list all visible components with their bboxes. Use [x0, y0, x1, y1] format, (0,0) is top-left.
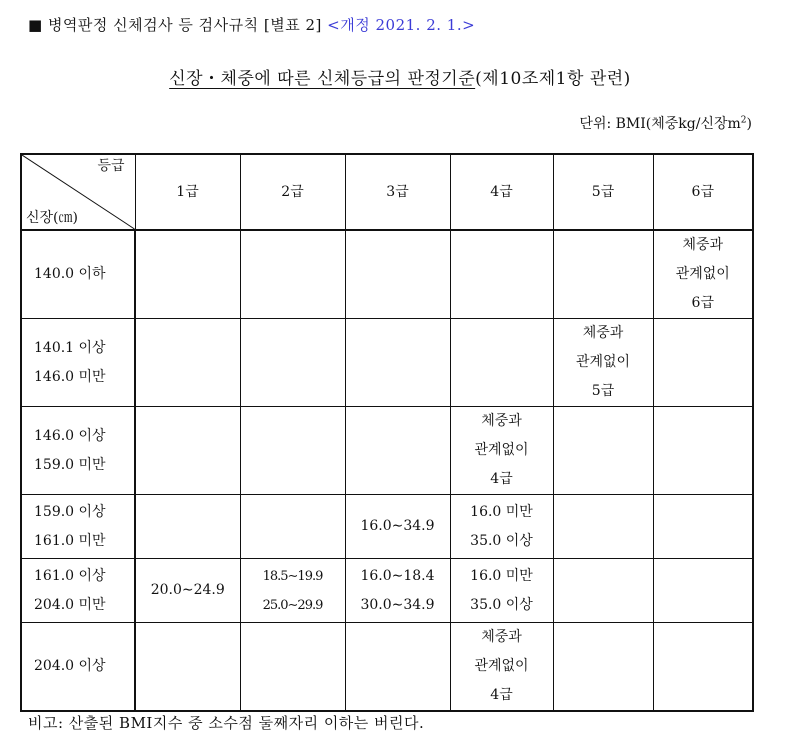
height-range-cell [21, 230, 135, 319]
corner-label-height: 신장(㎝) [26, 210, 78, 226]
height-range-cell [21, 623, 135, 712]
bmi-cell-line: 5급 [591, 383, 615, 399]
bmi-cell-line: 관계없이 [474, 658, 529, 674]
bmi-cell [450, 319, 553, 407]
height-range-line: 161.0 미만 [34, 532, 106, 549]
bmi-cell [240, 230, 345, 319]
table-row [21, 559, 753, 623]
bmi-cell [450, 559, 553, 623]
bmi-cell [653, 319, 753, 407]
bmi-cell [240, 407, 345, 495]
bmi-cell [135, 319, 240, 407]
bmi-cell-line: 관계없이 [474, 442, 529, 458]
bmi-cell [240, 495, 345, 559]
height-range-cell [21, 407, 135, 495]
bmi-cell [135, 559, 240, 623]
bmi-cell [450, 407, 553, 495]
table-row [21, 407, 753, 495]
bmi-cell-line: 관계없이 [575, 354, 631, 370]
grade-header: 4급 [450, 154, 553, 230]
bmi-cell-line: 30.0∼34.9 [360, 596, 435, 613]
bmi-cell [345, 319, 450, 407]
grade-header: 5급 [553, 154, 653, 230]
bmi-cell [240, 319, 345, 407]
height-range-cell [21, 559, 135, 623]
amendment-date: <개정 2021. 2. 1.> [327, 16, 476, 34]
bmi-cell-line: 관계없이 [675, 266, 730, 282]
title-main: 신장・체중에 따른 신체등급의 판정기준 [169, 69, 476, 89]
grade-header: 6급 [653, 154, 753, 230]
grade-header: 2급 [240, 154, 345, 230]
unit-text: 단위: BMI(체중kg/신장m [579, 116, 741, 132]
bmi-cell [345, 407, 450, 495]
bmi-cell [553, 230, 653, 319]
bmi-cell [345, 623, 450, 712]
bmi-cell [653, 623, 753, 712]
bmi-cell [450, 623, 553, 712]
unit-close: ) [746, 116, 752, 132]
table-corner-cell [21, 154, 135, 230]
footnote: 비고: 산출된 BMI지수 중 소수점 둘째자리 이하는 버린다. [28, 714, 425, 732]
height-range-line: 204.0 이상 [34, 658, 106, 674]
bmi-cell-line: 16.0∼34.9 [360, 518, 435, 534]
height-range-line: 204.0 미만 [34, 596, 106, 613]
bmi-cell [135, 407, 240, 495]
table-row [21, 495, 753, 559]
bmi-cell-line: 16.0 미만 [470, 503, 533, 520]
bmi-cell [653, 559, 753, 623]
height-range-line: 161.0 이상 [34, 567, 106, 584]
unit-label [579, 113, 752, 133]
bmi-cell [240, 623, 345, 712]
bmi-cell [345, 230, 450, 319]
bmi-cell-line: 25.0∼29.9 [262, 597, 323, 613]
title-suffix: (제10조제1항 관련) [475, 69, 631, 89]
bmi-cell [345, 559, 450, 623]
bmi-cell-line: 35.0 이상 [470, 596, 533, 613]
bmi-cell-line: 6급 [691, 295, 714, 311]
bmi-cell-line: 20.0∼24.9 [150, 582, 225, 598]
bmi-cell-line: 체중과 [481, 629, 522, 645]
unit-exponent: 2 [740, 115, 747, 126]
bmi-cell [345, 495, 450, 559]
bmi-cell [553, 319, 653, 407]
height-range-line: 140.0 이하 [34, 266, 106, 282]
grade-table [20, 153, 754, 712]
table-body [21, 230, 753, 711]
bmi-cell [553, 407, 653, 495]
bmi-cell [553, 495, 653, 559]
height-range-line: 159.0 미만 [34, 456, 106, 473]
grade-header: 1급 [135, 154, 240, 230]
table-row [21, 230, 753, 319]
bmi-cell [240, 559, 345, 623]
bmi-cell-line: 체중과 [582, 325, 624, 341]
height-range-line: 146.0 이상 [34, 427, 106, 444]
page-title [0, 64, 800, 89]
corner-label-grade: 등급 [97, 158, 125, 174]
bmi-cell [653, 407, 753, 495]
bmi-cell-line: 35.0 이상 [470, 532, 533, 549]
height-range-line: 159.0 이상 [34, 503, 106, 520]
bmi-cell [653, 230, 753, 319]
bmi-cell [653, 495, 753, 559]
bmi-cell-line: 16.0∼18.4 [360, 567, 435, 584]
height-range-line: 146.0 미만 [34, 368, 106, 385]
table-row [21, 319, 753, 407]
height-range-cell [21, 495, 135, 559]
bmi-cell [135, 623, 240, 712]
bmi-cell [553, 559, 653, 623]
bmi-cell-line: 16.0 미만 [470, 567, 533, 584]
bmi-cell [135, 230, 240, 319]
rule-reference [28, 14, 475, 35]
bmi-cell-line: 18.5∼19.9 [262, 568, 323, 584]
height-range-line: 140.1 이상 [34, 339, 106, 356]
rule-title: ■ 병역판정 신체검사 등 검사규칙 [별표 2] [28, 16, 322, 34]
table-header-row [21, 154, 753, 230]
bmi-cell-line: 체중과 [481, 413, 522, 429]
table-row [21, 623, 753, 712]
height-range-cell [21, 319, 135, 407]
bmi-cell-line: 4급 [490, 471, 513, 487]
bmi-cell [450, 495, 553, 559]
bmi-cell-line: 4급 [490, 687, 513, 703]
bmi-cell [135, 495, 240, 559]
bmi-cell [553, 623, 653, 712]
grade-header: 3급 [345, 154, 450, 230]
bmi-cell [450, 230, 553, 319]
bmi-cell-line: 체중과 [682, 237, 724, 253]
